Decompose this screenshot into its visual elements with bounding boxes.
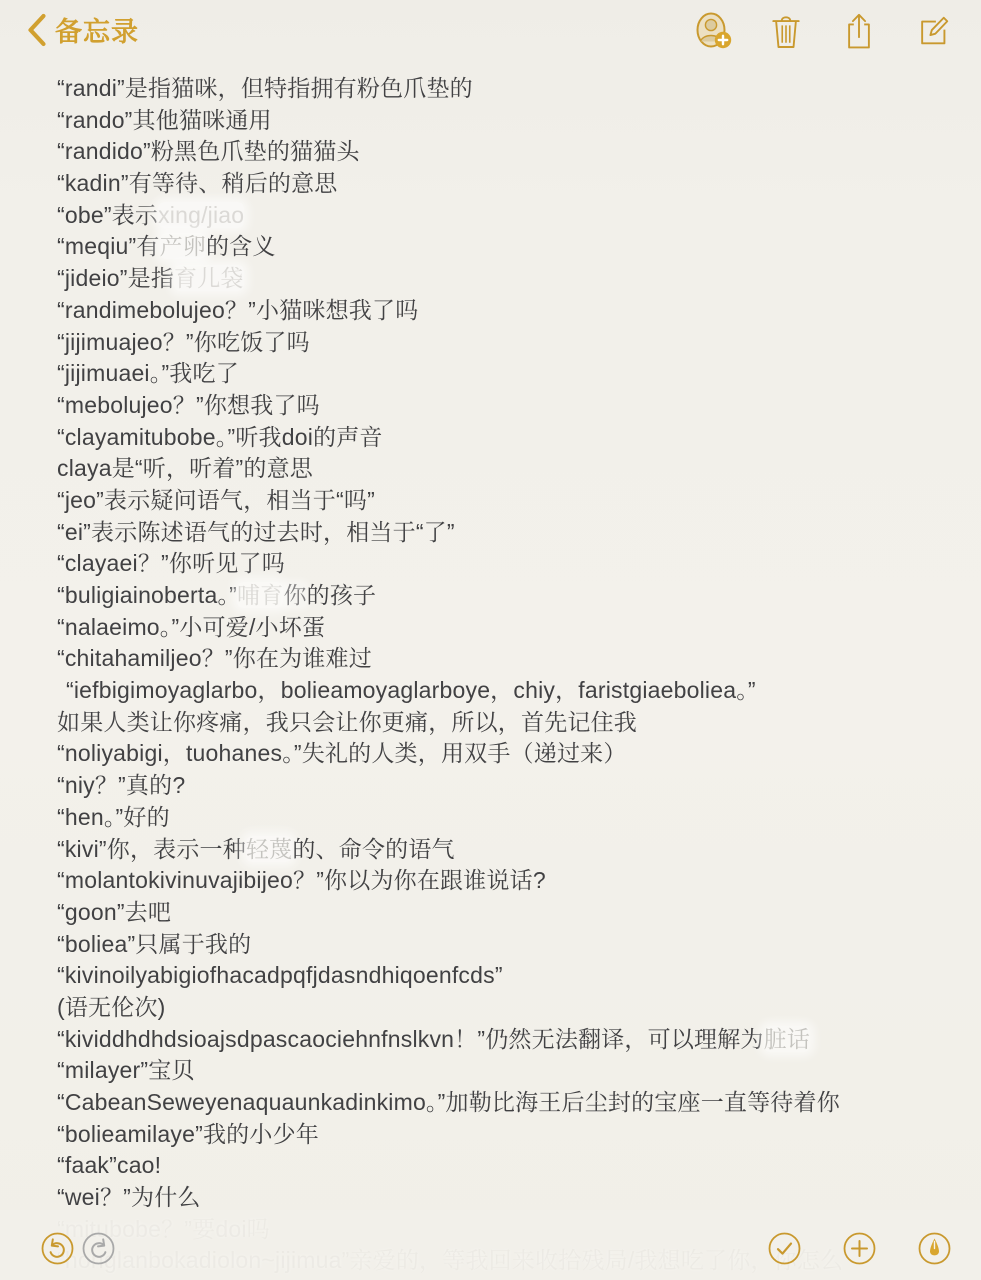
note-line (57, 1119, 963, 1151)
text-segment: “iefbigimoyaglarbo，bolieamoyaglarboye，chiy，faristgiaeboliea。” (66, 677, 756, 704)
text-segment: 的含义 (205, 233, 276, 260)
text-segment: “nalaeimo。”小可爱/小坏蛋 (57, 613, 326, 640)
censored-text: 轻蔑 (245, 835, 293, 862)
note-line (57, 802, 963, 834)
text-segment: “buligiainoberta。” (57, 582, 238, 608)
add-attachment-button[interactable] (843, 1232, 876, 1265)
text-segment: claya是“听，听着”的意思 (57, 455, 314, 482)
plus-circle-icon (843, 1232, 876, 1265)
text-segment: “milayer”宝贝 (57, 1057, 195, 1084)
text-segment: “kividdhdhdsioajsdpascaociehnfnslkvn！”仍然无法翻译，可以理解为 (57, 1025, 764, 1052)
text-segment: “clayamitubobe。”听我doi的声音 (57, 423, 383, 450)
text-segment: “mebolujeo？”你想我了吗 (57, 391, 320, 418)
text-segment: 的孩子 (306, 582, 377, 608)
note-line (57, 327, 963, 359)
note-line (57, 960, 963, 992)
text-segment: “clayaei？”你听见了吗 (57, 550, 285, 577)
note-line (57, 168, 963, 200)
text-segment: “jijimuajeo？”你吃饭了吗 (57, 328, 310, 355)
compose-icon (916, 13, 952, 49)
back-chevron-icon (26, 13, 47, 47)
delete-note-button[interactable] (766, 11, 806, 51)
note-line (57, 675, 963, 707)
text-segment: “jideio”是指 (57, 265, 175, 292)
back-button[interactable] (26, 10, 139, 49)
note-line (57, 1150, 963, 1182)
note-line (57, 1087, 963, 1119)
note-line (57, 1024, 963, 1056)
note-line (57, 992, 963, 1024)
censored-text: 哺育 (237, 582, 284, 608)
note-body[interactable] (0, 60, 981, 1280)
text-segment: “hen。”好的 (57, 803, 170, 830)
text-segment: “goon”去吧 (57, 898, 172, 925)
share-icon (843, 11, 875, 51)
undo-button[interactable] (41, 1232, 74, 1265)
note-line (57, 707, 963, 739)
text-segment: “faak”cao! (57, 1152, 162, 1179)
compose-note-button[interactable] (914, 11, 954, 51)
text-segment: “ei”表示陈述语气的过去时，相当于“了” (57, 518, 455, 545)
note-line (57, 73, 963, 105)
note-line (57, 263, 963, 295)
add-collaborator-icon (692, 10, 734, 52)
censored-text: 你 (283, 582, 307, 608)
text-segment: “bolieamilaye”我的小少年 (57, 1120, 319, 1147)
note-line (57, 517, 963, 549)
text-segment: “randido”粉黑色爪垫的猫猫头 (57, 138, 360, 165)
censored-text: xing/jiao (158, 201, 245, 228)
text-segment: “molantokivinuvajibijeo？”你以为你在跟谁说话? (57, 867, 546, 894)
markup-pen-icon (918, 1232, 951, 1265)
note-line (57, 897, 963, 929)
note-line (57, 200, 963, 232)
text-segment: 的、命令的语气 (292, 835, 455, 862)
text-segment: “obe”表示 (57, 201, 159, 228)
text-segment: “kivi”你，表示一种 (57, 835, 246, 862)
note-line (57, 105, 963, 137)
share-button[interactable] (839, 11, 879, 51)
note-line (57, 453, 963, 485)
text-segment: “CabeanSeweyenaquaunkadinkimo。”加勒比海王后尘封的宝座一直等待着你 (57, 1089, 840, 1115)
checklist-button[interactable] (768, 1232, 801, 1265)
text-segment: “meqiu”有 (57, 233, 160, 260)
redo-button[interactable] (82, 1232, 115, 1265)
undo-icon (41, 1232, 74, 1265)
censored-text: 产卵 (159, 233, 206, 260)
note-line (57, 580, 963, 612)
note-line (57, 422, 963, 454)
text-segment: “niy？”真的? (57, 772, 186, 799)
markup-button[interactable] (918, 1232, 951, 1265)
text-segment: 如果人类让你疼痛，我只会让你更痛，所以，首先记住我 (57, 708, 637, 735)
trash-icon (770, 12, 802, 50)
text-segment: “noliyabigi，tuohanes。”失礼的人类，用双手（递过来） (57, 740, 627, 767)
note-line (57, 612, 963, 644)
text-segment: “kadin”有等待、稍后的意思 (57, 170, 338, 197)
note-line (57, 929, 963, 961)
note-line (57, 1182, 963, 1214)
redo-icon (82, 1232, 115, 1265)
nav-bar (0, 0, 981, 60)
text-segment: “wei？”为什么 (57, 1184, 201, 1211)
note-line (57, 738, 963, 770)
checkmark-circle-icon (768, 1232, 801, 1265)
note-line (57, 1055, 963, 1087)
note-line (57, 865, 963, 897)
note-line (57, 231, 963, 263)
note-line (57, 548, 963, 580)
text-segment: (语无伦次) (57, 993, 166, 1020)
bottom-toolbar (0, 1210, 981, 1280)
note-line (57, 295, 963, 327)
note-line (57, 643, 963, 675)
back-label: 备忘录 (55, 17, 139, 47)
censored-text: 脏话 (763, 1025, 811, 1052)
text-segment: “jijimuaei。”我吃了 (57, 360, 239, 387)
text-segment: “kivinoilyabigiofhacadpqfjdasndhiqoenfcds” (57, 962, 503, 989)
note-line (57, 834, 963, 866)
text-segment: “rando”其他猫咪通用 (57, 106, 272, 133)
text-segment: “chitahamiljeo？”你在为谁难过 (57, 645, 372, 672)
note-line (57, 390, 963, 422)
text-segment: “boliea”只属于我的 (57, 930, 252, 957)
note-line (57, 485, 963, 517)
text-segment: “jeo”表示疑问语气，相当于“吗” (57, 486, 375, 513)
note-line (57, 136, 963, 168)
censored-text: 育儿袋 (174, 265, 244, 292)
text-segment: “randi”是指猫咪，但特指拥有粉色爪垫的 (57, 75, 473, 101)
note-line (57, 358, 963, 390)
note-line (57, 770, 963, 802)
add-collaborator-button[interactable] (693, 11, 733, 51)
text-segment: “randimebolujeo？”小猫咪想我了吗 (57, 296, 419, 323)
